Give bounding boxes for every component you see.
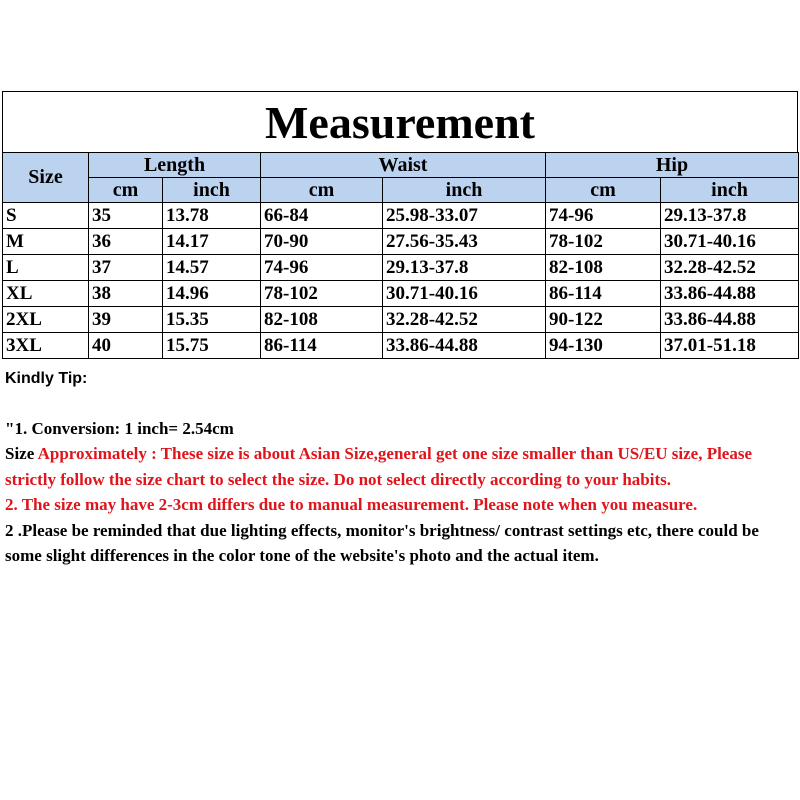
- table-cell: 36: [89, 229, 163, 255]
- table-cell: 82-108: [261, 307, 383, 333]
- size-label-cell: S: [3, 203, 89, 229]
- unit-header: inch: [383, 178, 546, 203]
- table-cell: 30.71-40.16: [661, 229, 799, 255]
- hip-header: Hip: [546, 153, 799, 178]
- table-cell: 13.78: [163, 203, 261, 229]
- measurement-note: 2. The size may have 2-3cm differs due to manual measurement. Please note when you measure.: [5, 495, 698, 514]
- table-cell: 14.96: [163, 281, 261, 307]
- size-label-cell: XL: [3, 281, 89, 307]
- unit-header: cm: [261, 178, 383, 203]
- header-row-units: [3, 178, 799, 203]
- chart-title: Measurement: [2, 91, 798, 152]
- table-cell: 40: [89, 333, 163, 359]
- size-word: Size: [5, 444, 38, 463]
- size-chart: [2, 91, 798, 359]
- table-cell: 37: [89, 255, 163, 281]
- table-cell: 38: [89, 281, 163, 307]
- table-cell: 74-96: [546, 203, 661, 229]
- unit-header: inch: [163, 178, 261, 203]
- size-label-cell: 3XL: [3, 333, 89, 359]
- size-note: [5, 441, 795, 492]
- conversion-note: "1. Conversion: 1 inch= 2.54cm: [5, 418, 234, 438]
- unit-header: cm: [89, 178, 163, 203]
- table-cell: 33.86-44.88: [661, 281, 799, 307]
- waist-header: Waist: [261, 153, 546, 178]
- size-column-header: Size: [3, 153, 89, 203]
- kindly-tips: [5, 366, 795, 569]
- table-cell: 39: [89, 307, 163, 333]
- table-cell: 15.35: [163, 307, 261, 333]
- table-cell: 70-90: [261, 229, 383, 255]
- table-row: [3, 229, 799, 255]
- table-cell: 90-122: [546, 307, 661, 333]
- table-cell: 33.86-44.88: [383, 333, 546, 359]
- table-cell: 27.56-35.43: [383, 229, 546, 255]
- table-cell: 94-130: [546, 333, 661, 359]
- approx-warning: Approximately : These size is about Asian Size,general get one size smaller than US/EU size, Please strictly follow the size chart to select the size. Do not select directly according to your habits.: [5, 444, 753, 489]
- size-label-cell: 2XL: [3, 307, 89, 333]
- table-row: [3, 255, 799, 281]
- table-cell: 74-96: [261, 255, 383, 281]
- size-table: [2, 152, 799, 359]
- table-cell: 29.13-37.8: [661, 203, 799, 229]
- unit-header: cm: [546, 178, 661, 203]
- table-row: [3, 203, 799, 229]
- table-cell: 33.86-44.88: [661, 307, 799, 333]
- table-cell: 15.75: [163, 333, 261, 359]
- table-cell: 29.13-37.8: [383, 255, 546, 281]
- table-cell: 35: [89, 203, 163, 229]
- table-cell: 82-108: [546, 255, 661, 281]
- table-cell: 86-114: [546, 281, 661, 307]
- table-cell: 30.71-40.16: [383, 281, 546, 307]
- table-cell: 78-102: [261, 281, 383, 307]
- unit-header: inch: [661, 178, 799, 203]
- header-row-groups: [3, 153, 799, 178]
- length-header: Length: [89, 153, 261, 178]
- table-cell: 78-102: [546, 229, 661, 255]
- table-cell: 66-84: [261, 203, 383, 229]
- table-cell: 32.28-42.52: [383, 307, 546, 333]
- table-row: [3, 281, 799, 307]
- table-cell: 37.01-51.18: [661, 333, 799, 359]
- table-row: [3, 333, 799, 359]
- table-cell: 25.98-33.07: [383, 203, 546, 229]
- tip-label: Kindly Tip:: [5, 370, 88, 387]
- table-cell: 86-114: [261, 333, 383, 359]
- lighting-note: 2 .Please be reminded that due lighting effects, monitor's brightness/ contrast settings etc, there could be some slight differences in the color tone of the website's photo and the actual item.: [5, 520, 759, 565]
- table-row: [3, 307, 799, 333]
- table-cell: 14.17: [163, 229, 261, 255]
- table-cell: 32.28-42.52: [661, 255, 799, 281]
- table-cell: 14.57: [163, 255, 261, 281]
- size-label-cell: M: [3, 229, 89, 255]
- size-label-cell: L: [3, 255, 89, 281]
